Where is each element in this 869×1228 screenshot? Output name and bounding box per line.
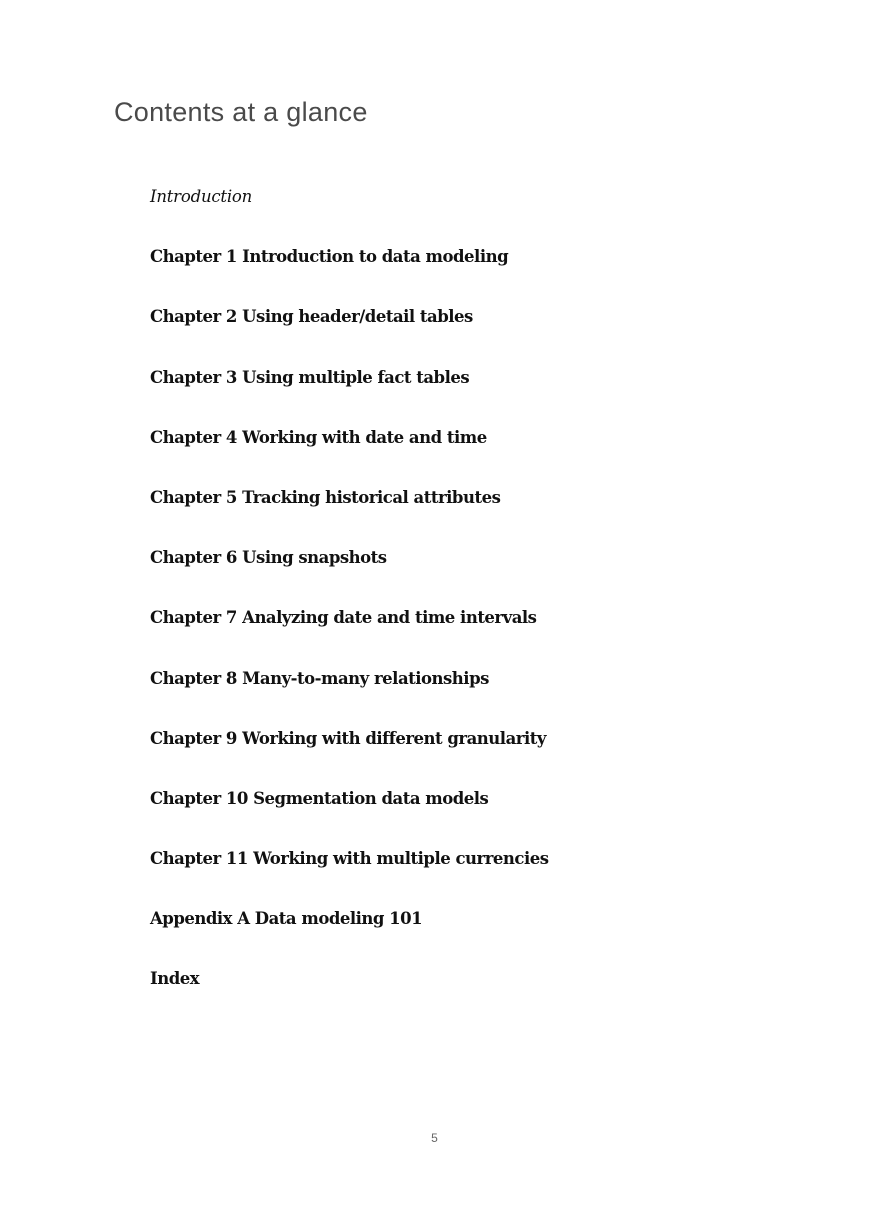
toc-item-chapter-7[interactable]: Chapter 7 Analyzing date and time intervals bbox=[150, 608, 537, 628]
toc-item-chapter-10[interactable]: Chapter 10 Segmentation data models bbox=[150, 788, 489, 808]
toc-item-index[interactable]: Index bbox=[150, 969, 200, 989]
toc-item-chapter-2[interactable]: Chapter 2 Using header/detail tables bbox=[150, 307, 473, 327]
toc-item-chapter-4[interactable]: Chapter 4 Working with date and time bbox=[150, 427, 487, 447]
toc-item-chapter-1[interactable]: Chapter 1 Introduction to data modeling bbox=[150, 247, 509, 267]
toc-item-chapter-8[interactable]: Chapter 8 Many-to-many relationships bbox=[150, 668, 489, 688]
toc-item-introduction[interactable]: Introduction bbox=[150, 187, 253, 206]
toc-item-appendix-a[interactable]: Appendix A Data modeling 101 bbox=[150, 909, 423, 929]
toc-item-chapter-11[interactable]: Chapter 11 Working with multiple currencies bbox=[150, 849, 549, 869]
page-number: 5 bbox=[431, 1131, 438, 1145]
page-title: Contents at a glance bbox=[114, 97, 368, 127]
toc-item-chapter-9[interactable]: Chapter 9 Working with different granularity bbox=[150, 728, 546, 748]
table-of-contents bbox=[150, 180, 549, 1023]
toc-item-chapter-6[interactable]: Chapter 6 Using snapshots bbox=[150, 548, 387, 568]
toc-item-chapter-3[interactable]: Chapter 3 Using multiple fact tables bbox=[150, 367, 470, 387]
toc-item-chapter-5[interactable]: Chapter 5 Tracking historical attributes bbox=[150, 487, 501, 507]
